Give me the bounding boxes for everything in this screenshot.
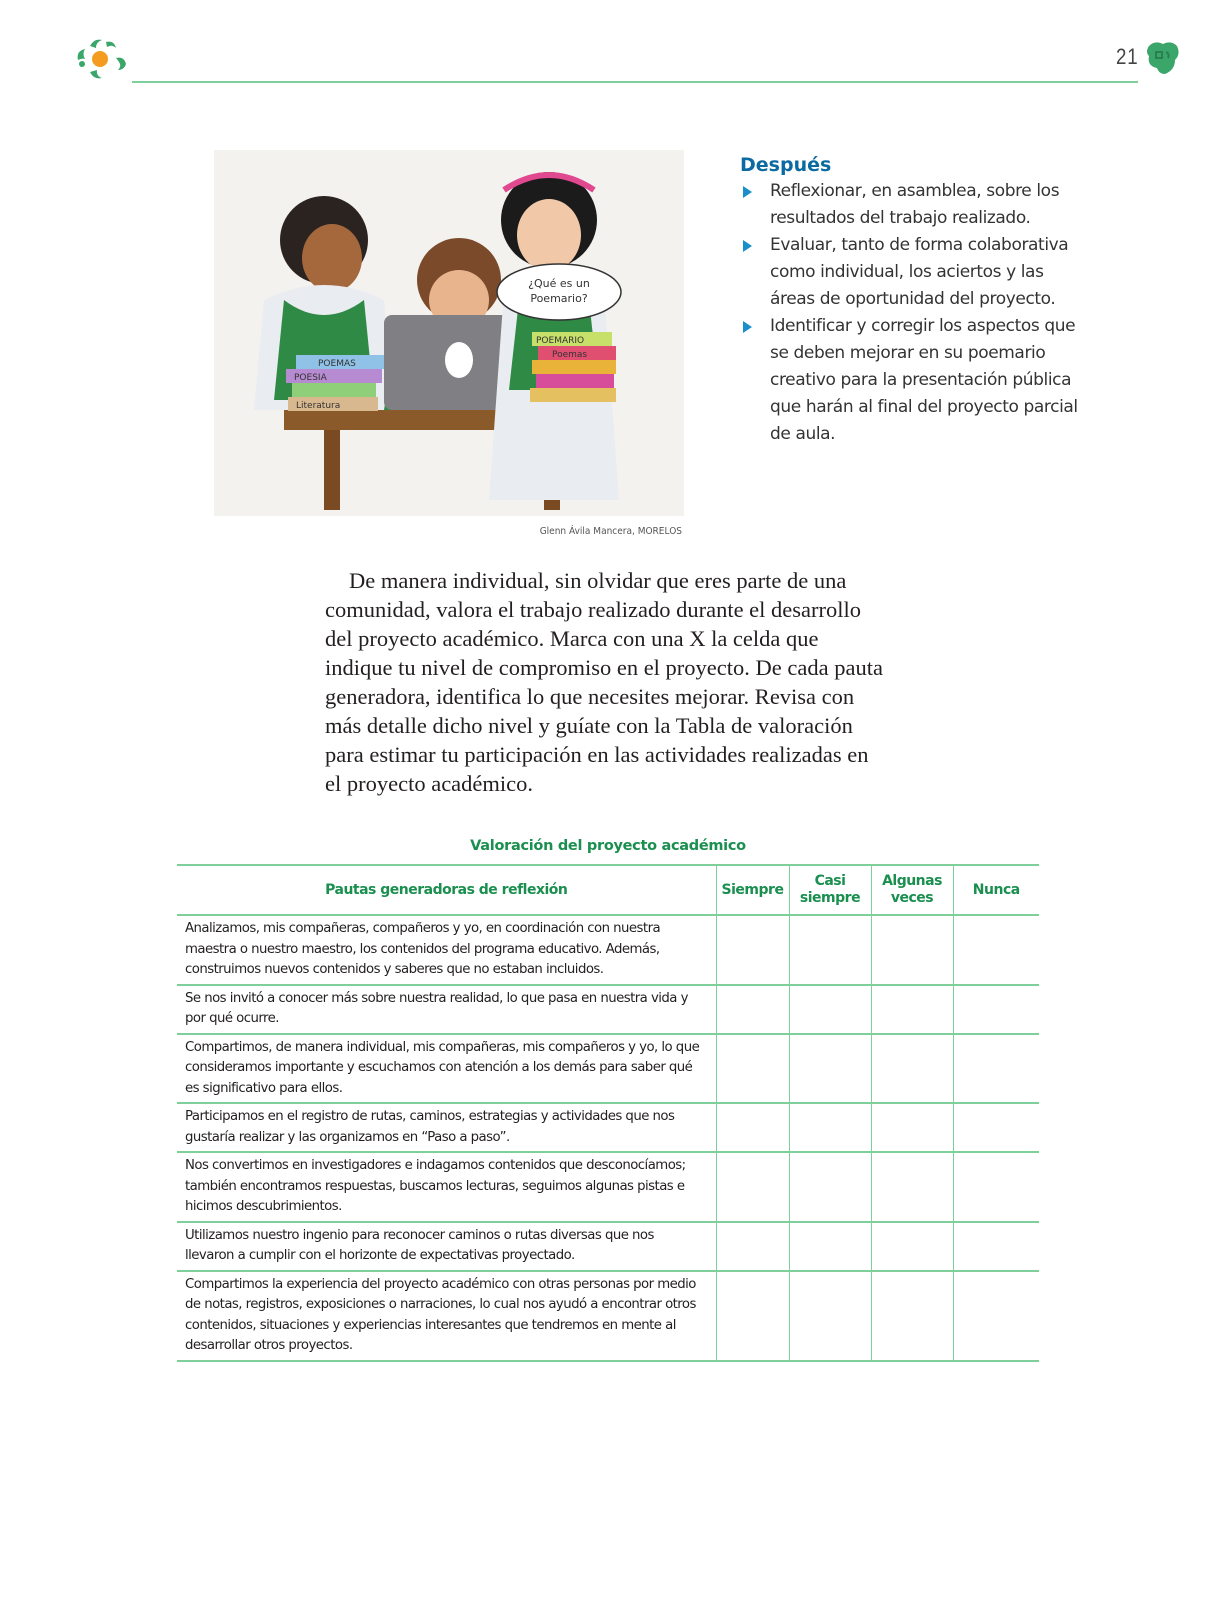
nunca-cell[interactable] bbox=[953, 1271, 1039, 1361]
algunas-veces-cell[interactable] bbox=[871, 1271, 953, 1361]
siempre-cell[interactable] bbox=[716, 1271, 789, 1361]
despues-title: Después bbox=[740, 154, 832, 176]
table-row bbox=[177, 985, 1039, 1034]
header-rule bbox=[132, 81, 1138, 83]
casi-siempre-cell[interactable] bbox=[789, 1103, 871, 1152]
casi-siempre-cell[interactable] bbox=[789, 1034, 871, 1104]
siempre-cell[interactable] bbox=[716, 1152, 789, 1222]
svg-text:POEMARIO: POEMARIO bbox=[536, 336, 585, 346]
students-illustration bbox=[214, 150, 684, 516]
siempre-cell[interactable] bbox=[716, 1222, 789, 1271]
casi-siempre-cell[interactable] bbox=[789, 1271, 871, 1361]
illustration-caption: Glenn Ávila Mancera, MORELOS bbox=[539, 526, 682, 537]
nunca-cell[interactable] bbox=[953, 1152, 1039, 1222]
pauta-text: Analizamos, mis compañeras, compañeros y yo, en coordinación con nuestra maestra o nuestro maestro, los contenidos del programa educativo. Además, construimos nuevos contenidos y saberes que no estaban incluidos. bbox=[185, 921, 661, 977]
pauta-text: Compartimos la experiencia del proyecto académico con otras personas por medio de notas, registros, exposiciones o narraciones, lo cual nos ayudó a encontrar otros contenidos, situaciones y experiencias interesantes que tendremos en mente al desarrollar otros proyectos. bbox=[185, 1276, 696, 1353]
svg-text:¿Qué es un: ¿Qué es un bbox=[528, 277, 590, 290]
siempre-cell[interactable] bbox=[716, 915, 789, 985]
header-pautas: Pautas generadoras de reflexión bbox=[325, 881, 568, 898]
algunas-veces-cell[interactable] bbox=[871, 985, 953, 1034]
svg-text:Poemas: Poemas bbox=[552, 350, 588, 360]
svg-text:POESIA: POESIA bbox=[294, 373, 327, 383]
svg-text:Literatura: Literatura bbox=[296, 401, 341, 411]
despues-list bbox=[740, 178, 1080, 448]
siempre-cell[interactable] bbox=[716, 1103, 789, 1152]
header-algunas-veces: Algunas veces bbox=[871, 865, 953, 915]
glyph-logo-icon bbox=[1146, 40, 1180, 76]
table-row bbox=[177, 1103, 1039, 1152]
book-logo-icon bbox=[72, 32, 128, 84]
pauta-text: Compartimos, de manera individual, mis compañeras, mis compañeros y yo, lo que consideramos importante y escuchamos con atención a los demás para saber qué es significativo para ellos. bbox=[185, 1039, 700, 1096]
algunas-veces-cell[interactable] bbox=[871, 1222, 953, 1271]
valoracion-table bbox=[177, 864, 1039, 1362]
pauta-text: Se nos invitó a conocer más sobre nuestra realidad, lo que pasa en nuestra vida y por qué ocurre. bbox=[185, 990, 688, 1026]
table-title: Valoración del proyecto académico bbox=[470, 838, 746, 854]
nunca-cell[interactable] bbox=[953, 1222, 1039, 1271]
algunas-veces-cell[interactable] bbox=[871, 1034, 953, 1104]
header-casi-siempre: Casi siempre bbox=[789, 865, 871, 915]
casi-siempre-cell[interactable] bbox=[789, 985, 871, 1034]
table-row bbox=[177, 1152, 1039, 1222]
casi-siempre-cell[interactable] bbox=[789, 1222, 871, 1271]
table-row bbox=[177, 1222, 1039, 1271]
page-number: 21 bbox=[1116, 44, 1139, 69]
header-nunca: Nunca bbox=[953, 865, 1039, 915]
despues-item: Reflexionar, en asamblea, sobre los resultados del trabajo realizado. bbox=[740, 178, 1080, 232]
nunca-cell[interactable] bbox=[953, 915, 1039, 985]
triangle-bullet-icon bbox=[743, 321, 752, 333]
siempre-cell[interactable] bbox=[716, 985, 789, 1034]
nunca-cell[interactable] bbox=[953, 1103, 1039, 1152]
siempre-cell[interactable] bbox=[716, 1034, 789, 1104]
algunas-veces-cell[interactable] bbox=[871, 915, 953, 985]
table-row bbox=[177, 1271, 1039, 1361]
algunas-veces-cell[interactable] bbox=[871, 1152, 953, 1222]
despues-section bbox=[740, 154, 1080, 448]
svg-text:POEMAS: POEMAS bbox=[318, 359, 356, 369]
pauta-text: Utilizamos nuestro ingenio para reconocer caminos o rutas diversas que nos llevaron a cumplir con el horizonte de expectativas proyectado. bbox=[185, 1227, 654, 1263]
casi-siempre-cell[interactable] bbox=[789, 915, 871, 985]
table-header-row bbox=[177, 865, 1039, 915]
nunca-cell[interactable] bbox=[953, 1034, 1039, 1104]
header-siempre: Siempre bbox=[716, 865, 789, 915]
svg-text:Poemario?: Poemario? bbox=[530, 292, 588, 305]
table-row bbox=[177, 1034, 1039, 1104]
pauta-text: Participamos en el registro de rutas, caminos, estrategias y actividades que nos gustaría realizar y las organizamos en “Paso a paso”. bbox=[185, 1109, 675, 1145]
algunas-veces-cell[interactable] bbox=[871, 1103, 953, 1152]
despues-item: Evaluar, tanto de forma colaborativa como individual, los aciertos y las áreas de oportunidad del proyecto. bbox=[740, 232, 1080, 313]
despues-item: Identificar y corregir los aspectos que se deben mejorar en su poemario creativo para la presentación pública que harán al final del proyecto parcial de aula. bbox=[740, 313, 1080, 448]
instructions-paragraph: De manera individual, sin olvidar que eres parte de una comunidad, valora el trabajo realizado durante el desarrollo del proyecto académico. Marca con una X la celda que indique tu nivel de compromiso en el proyecto. De cada pauta generadora, identifica lo que necesites mejorar. Revisa con más detalle dicho nivel y guíate con la Tabla de valoración para estimar tu participación en las actividades realizadas en el proyecto académico. bbox=[325, 568, 883, 796]
triangle-bullet-icon bbox=[743, 186, 752, 198]
pauta-text: Nos convertimos en investigadores e indagamos contenidos que desconocíamos; también encontramos respuestas, buscamos lecturas, seguimos algunas pistas e hicimos descubrimientos. bbox=[185, 1158, 686, 1214]
nunca-cell[interactable] bbox=[953, 985, 1039, 1034]
triangle-bullet-icon bbox=[743, 240, 752, 252]
casi-siempre-cell[interactable] bbox=[789, 1152, 871, 1222]
table-row bbox=[177, 915, 1039, 985]
